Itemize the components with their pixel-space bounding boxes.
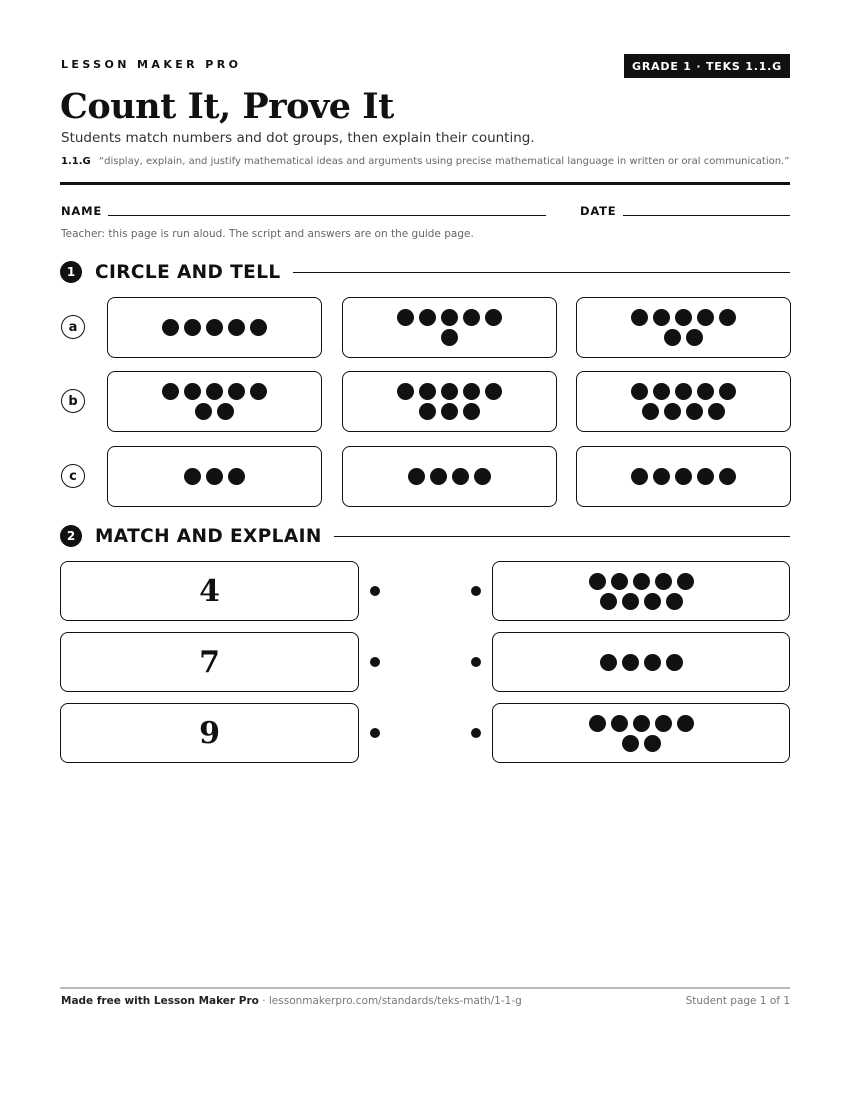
counting-dot bbox=[463, 383, 480, 400]
counting-dot bbox=[397, 309, 414, 326]
name-field[interactable] bbox=[108, 215, 546, 216]
teacher-note: Teacher: this page is run aloud. The script and answers are on the guide page. bbox=[61, 228, 474, 240]
dot-row bbox=[419, 403, 480, 420]
date-label: DATE bbox=[580, 204, 617, 218]
counting-dot bbox=[184, 468, 201, 485]
counting-dot bbox=[228, 468, 245, 485]
counting-dot bbox=[719, 468, 736, 485]
counting-dot bbox=[622, 654, 639, 671]
match-dot-left[interactable] bbox=[370, 657, 380, 667]
counting-dot bbox=[611, 715, 628, 732]
counting-dot bbox=[589, 573, 606, 590]
counting-dot bbox=[675, 309, 692, 326]
row-label-b: b bbox=[61, 389, 85, 413]
row-label-c: c bbox=[61, 464, 85, 488]
dot-card-b-1[interactable] bbox=[107, 371, 322, 432]
match-dot-card-1[interactable] bbox=[492, 561, 790, 621]
counting-dot bbox=[250, 383, 267, 400]
dot-row bbox=[600, 654, 683, 671]
counting-dot bbox=[600, 593, 617, 610]
dot-row bbox=[441, 329, 458, 346]
counting-dot bbox=[644, 593, 661, 610]
counting-dot bbox=[162, 319, 179, 336]
section-1-rule bbox=[293, 272, 790, 273]
counting-dot bbox=[642, 403, 659, 420]
counting-dot bbox=[441, 403, 458, 420]
counting-dot bbox=[611, 573, 628, 590]
counting-dot bbox=[664, 403, 681, 420]
row-label-a: a bbox=[61, 315, 85, 339]
counting-dot bbox=[633, 573, 650, 590]
match-dot-card-2[interactable] bbox=[492, 632, 790, 692]
section-1-number: 1 bbox=[60, 261, 82, 283]
match-dot-card-3[interactable] bbox=[492, 703, 790, 763]
counting-dot bbox=[452, 468, 469, 485]
counting-dot bbox=[485, 383, 502, 400]
counting-dot bbox=[419, 383, 436, 400]
counting-dot bbox=[675, 468, 692, 485]
dot-row bbox=[589, 573, 694, 590]
header-divider bbox=[60, 182, 790, 185]
counting-dot bbox=[206, 319, 223, 336]
counting-dot bbox=[195, 403, 212, 420]
counting-dot bbox=[653, 383, 670, 400]
counting-dot bbox=[622, 735, 639, 752]
counting-dot bbox=[664, 329, 681, 346]
counting-dot bbox=[217, 403, 234, 420]
counting-dot bbox=[708, 403, 725, 420]
counting-dot bbox=[206, 468, 223, 485]
dot-row bbox=[631, 383, 736, 400]
section-1-title: CIRCLE AND TELL bbox=[95, 261, 281, 283]
name-label: NAME bbox=[61, 204, 103, 218]
dot-row bbox=[408, 468, 491, 485]
dot-row bbox=[397, 309, 502, 326]
counting-dot bbox=[644, 735, 661, 752]
counting-dot bbox=[686, 403, 703, 420]
match-dot-right[interactable] bbox=[471, 728, 481, 738]
counting-dot bbox=[644, 654, 661, 671]
counting-dot bbox=[589, 715, 606, 732]
counting-dot bbox=[441, 309, 458, 326]
dot-card-b-2[interactable] bbox=[342, 371, 557, 432]
counting-dot bbox=[419, 403, 436, 420]
counting-dot bbox=[463, 403, 480, 420]
counting-dot bbox=[430, 468, 447, 485]
dot-card-c-2[interactable] bbox=[342, 446, 557, 507]
section-2-header bbox=[60, 525, 790, 547]
counting-dot bbox=[250, 319, 267, 336]
dot-card-a-2[interactable] bbox=[342, 297, 557, 358]
counting-dot bbox=[631, 383, 648, 400]
counting-dot bbox=[697, 468, 714, 485]
counting-dot bbox=[463, 309, 480, 326]
counting-dot bbox=[206, 383, 223, 400]
dot-row bbox=[631, 309, 736, 326]
section-2-number: 2 bbox=[60, 525, 82, 547]
standard-line bbox=[61, 156, 789, 167]
dot-card-a-1[interactable] bbox=[107, 297, 322, 358]
number-card-4[interactable] bbox=[60, 561, 359, 621]
dot-row bbox=[642, 403, 725, 420]
counting-dot bbox=[408, 468, 425, 485]
brand-name: LESSON MAKER PRO bbox=[61, 58, 242, 71]
counting-dot bbox=[655, 573, 672, 590]
dot-row bbox=[162, 319, 267, 336]
dot-card-b-3[interactable] bbox=[576, 371, 791, 432]
grade-badge: GRADE 1 · TEKS 1.1.G bbox=[624, 54, 790, 78]
counting-dot bbox=[441, 329, 458, 346]
dot-row bbox=[631, 468, 736, 485]
match-dot-left[interactable] bbox=[370, 586, 380, 596]
dot-row bbox=[397, 383, 502, 400]
counting-dot bbox=[485, 309, 502, 326]
dot-row bbox=[195, 403, 234, 420]
counting-dot bbox=[655, 715, 672, 732]
footer-divider bbox=[60, 987, 790, 989]
counting-dot bbox=[474, 468, 491, 485]
dot-row bbox=[600, 593, 683, 610]
counting-dot bbox=[228, 319, 245, 336]
standard-code: 1.1.G bbox=[61, 156, 91, 167]
standard-text: “display, explain, and justify mathematical ideas and arguments using precise mathematical language in written or oral communication.” bbox=[98, 156, 790, 167]
page-title: Count It, Prove It bbox=[60, 86, 394, 127]
counting-dot bbox=[653, 309, 670, 326]
footer-made-with: Made free with Lesson Maker Pro bbox=[61, 995, 259, 1007]
footer-url[interactable]: · lessonmakerpro.com/standards/teks-math/1-1-g bbox=[258, 995, 522, 1007]
counting-dot bbox=[666, 654, 683, 671]
counting-dot bbox=[675, 383, 692, 400]
counting-dot bbox=[631, 468, 648, 485]
counting-dot bbox=[677, 573, 694, 590]
counting-dot bbox=[631, 309, 648, 326]
dot-card-c-1[interactable] bbox=[107, 446, 322, 507]
date-field[interactable] bbox=[623, 215, 790, 216]
footer-page-number: Student page 1 of 1 bbox=[685, 995, 790, 1007]
section-2-title: MATCH AND EXPLAIN bbox=[95, 525, 322, 547]
match-dot-right[interactable] bbox=[471, 657, 481, 667]
counting-dot bbox=[397, 383, 414, 400]
counting-dot bbox=[419, 309, 436, 326]
counting-dot bbox=[184, 383, 201, 400]
number-value: 4 bbox=[199, 573, 220, 609]
dot-card-a-3[interactable] bbox=[576, 297, 791, 358]
counting-dot bbox=[600, 654, 617, 671]
counting-dot bbox=[719, 383, 736, 400]
page-subtitle: Students match numbers and dot groups, then explain their counting. bbox=[61, 130, 535, 146]
counting-dot bbox=[162, 383, 179, 400]
counting-dot bbox=[686, 329, 703, 346]
counting-dot bbox=[633, 715, 650, 732]
match-dot-right[interactable] bbox=[471, 586, 481, 596]
dot-row bbox=[184, 468, 245, 485]
counting-dot bbox=[666, 593, 683, 610]
dot-row bbox=[622, 735, 661, 752]
match-dot-left[interactable] bbox=[370, 728, 380, 738]
counting-dot bbox=[441, 383, 458, 400]
dot-row bbox=[664, 329, 703, 346]
counting-dot bbox=[184, 319, 201, 336]
counting-dot bbox=[228, 383, 245, 400]
counting-dot bbox=[622, 593, 639, 610]
counting-dot bbox=[719, 309, 736, 326]
dot-row bbox=[162, 383, 267, 400]
dot-row bbox=[589, 715, 694, 732]
number-value: 9 bbox=[199, 715, 220, 751]
counting-dot bbox=[697, 383, 714, 400]
counting-dot bbox=[697, 309, 714, 326]
dot-card-c-3[interactable] bbox=[576, 446, 791, 507]
counting-dot bbox=[653, 468, 670, 485]
section-2-rule bbox=[334, 536, 790, 537]
number-card-7[interactable] bbox=[60, 632, 359, 692]
section-1-header bbox=[60, 261, 790, 283]
number-value: 7 bbox=[199, 644, 220, 680]
number-card-9[interactable] bbox=[60, 703, 359, 763]
footer-credit bbox=[61, 995, 522, 1007]
counting-dot bbox=[677, 715, 694, 732]
